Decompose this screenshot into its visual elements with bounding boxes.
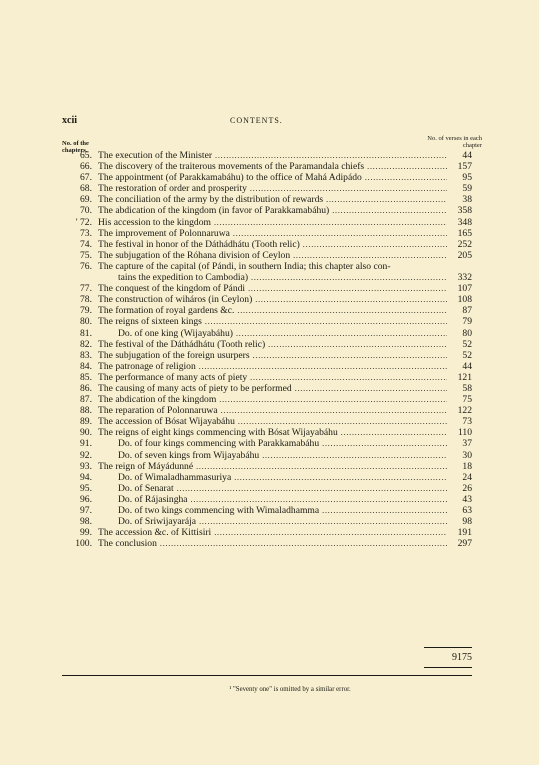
dot-leader bbox=[196, 461, 447, 472]
chapter-number: 81. bbox=[80, 327, 92, 339]
chapter-title-wrap bbox=[98, 161, 450, 172]
chapter-number: 83. bbox=[80, 349, 92, 361]
chapter-number: 84. bbox=[80, 360, 92, 372]
contents-entry bbox=[62, 272, 472, 283]
chapter-title-wrap bbox=[98, 194, 450, 205]
verse-count: 30 bbox=[462, 449, 472, 461]
dot-leader bbox=[341, 427, 447, 438]
contents-entry bbox=[62, 283, 472, 294]
verse-count: 59 bbox=[462, 183, 472, 195]
chapter-number: 82. bbox=[80, 338, 92, 350]
chapter-title-wrap bbox=[98, 538, 450, 549]
verse-count: 80 bbox=[462, 327, 472, 339]
chapter-number: 91. bbox=[80, 438, 92, 450]
chapter-title-wrap bbox=[98, 505, 450, 516]
contents-entry bbox=[62, 372, 472, 383]
dot-leader bbox=[248, 283, 447, 294]
dot-leader bbox=[253, 350, 447, 361]
chapter-number: ' 72. bbox=[75, 216, 92, 228]
running-head: CONTENTS. bbox=[230, 116, 283, 125]
contents-entry bbox=[62, 183, 472, 194]
verse-count: 75 bbox=[462, 394, 472, 406]
contents-entry bbox=[62, 505, 472, 516]
chapter-title-wrap bbox=[98, 172, 450, 183]
contents-entry bbox=[62, 339, 472, 350]
chapter-title: The formation of royal gardens &c. bbox=[98, 305, 235, 317]
chapter-title: The construction of wiháros (in Ceylon) bbox=[98, 294, 253, 306]
page-folio: xcii bbox=[62, 115, 77, 126]
contents-entry bbox=[62, 350, 472, 361]
chapter-number: 70. bbox=[80, 205, 92, 217]
contents-entry bbox=[62, 472, 472, 483]
chapter-title-wrap bbox=[98, 328, 450, 339]
chapter-number: 100. bbox=[75, 538, 92, 550]
contents-entry bbox=[62, 538, 472, 549]
chapter-title-wrap bbox=[98, 316, 450, 327]
contents-entry bbox=[62, 316, 472, 327]
dot-leader bbox=[238, 416, 447, 427]
verse-count: 358 bbox=[457, 205, 472, 217]
chapter-title-wrap bbox=[98, 394, 450, 405]
chapter-title: The restoration of order and prosperity bbox=[98, 183, 247, 195]
verse-count: 252 bbox=[457, 238, 472, 250]
chapter-title: The abdication of the kingdom bbox=[98, 394, 217, 406]
verse-count: 332 bbox=[457, 272, 472, 284]
verse-count: 73 bbox=[462, 416, 472, 428]
contents-entry bbox=[62, 527, 472, 538]
chapter-title: The accession of Bósat Wijayabáhu bbox=[98, 416, 235, 428]
chapter-number: 69. bbox=[80, 194, 92, 206]
chapter-title: The abdication of the kingdom (in favor of Parakkamabáhu) bbox=[98, 205, 330, 217]
footnote: ¹ "Seventy one" is omitted by a similar error. bbox=[229, 686, 351, 693]
chapter-title: The subjugation of the foreign usurpers bbox=[98, 349, 250, 361]
dot-leader bbox=[250, 372, 447, 383]
dot-leader bbox=[234, 472, 447, 483]
verse-count: 43 bbox=[462, 493, 472, 505]
chapter-title: tains the expedition to Cambodia) bbox=[118, 272, 249, 284]
verse-count: 18 bbox=[462, 460, 472, 472]
contents-entry bbox=[62, 416, 472, 427]
contents-entry bbox=[62, 261, 472, 272]
chapter-number: 65. bbox=[80, 150, 92, 161]
dot-leader bbox=[332, 205, 447, 216]
verse-count: 58 bbox=[462, 382, 472, 394]
total-rule-top bbox=[424, 647, 472, 648]
dot-leader bbox=[326, 194, 447, 205]
chapter-title: The subjugation of the Róhana division of Ceylon bbox=[98, 249, 291, 261]
chapter-number: 99. bbox=[80, 527, 92, 539]
chapter-number: 90. bbox=[80, 427, 92, 439]
contents-entry bbox=[62, 150, 472, 161]
verse-count: 121 bbox=[457, 371, 472, 383]
contents-entry bbox=[62, 494, 472, 505]
chapter-title: The reigns of eight kings commencing with Bósat Wijayabáhu bbox=[98, 427, 338, 439]
verse-count: 122 bbox=[457, 405, 472, 417]
contents-list bbox=[62, 150, 472, 549]
verse-count: 37 bbox=[462, 438, 472, 450]
verse-total: 9175 bbox=[452, 652, 472, 663]
chapter-title: The reign of Máyádunné bbox=[98, 460, 194, 472]
chapter-title: Do. of Sriwijayarája bbox=[118, 516, 197, 528]
dot-leader bbox=[219, 394, 447, 405]
chapter-title-wrap bbox=[98, 205, 450, 216]
contents-entry bbox=[62, 228, 472, 239]
chapter-title: The capture of the capital (of Pándi, in southern India; this chapter also con- bbox=[98, 260, 391, 272]
chapter-title-wrap bbox=[98, 183, 450, 194]
dot-leader bbox=[268, 339, 447, 350]
chapter-title-wrap bbox=[98, 150, 450, 161]
dot-leader bbox=[367, 161, 447, 172]
chapter-title-wrap bbox=[98, 450, 450, 461]
chapter-title: Do. of one king (Wijayabáhu) bbox=[118, 327, 233, 339]
chapter-title: The causing of many acts of piety to be performed bbox=[98, 382, 292, 394]
contents-entry bbox=[62, 516, 472, 527]
contents-entry bbox=[62, 405, 472, 416]
total-rule-bottom bbox=[424, 667, 472, 668]
verse-count: 157 bbox=[457, 161, 472, 173]
chapter-title-wrap bbox=[98, 516, 450, 527]
verse-count: 87 bbox=[462, 305, 472, 317]
chapter-title-wrap bbox=[118, 272, 450, 283]
contents-entry bbox=[62, 461, 472, 472]
chapter-title-wrap bbox=[98, 305, 450, 316]
chapter-title-wrap bbox=[98, 405, 450, 416]
chapter-title-wrap bbox=[98, 472, 450, 483]
verse-count: 110 bbox=[457, 427, 472, 439]
chapter-title: The execution of the Minister bbox=[98, 150, 213, 161]
chapter-title: Do. of Rájasingha bbox=[118, 493, 188, 505]
dot-leader bbox=[199, 361, 447, 372]
chapter-title-wrap bbox=[98, 350, 450, 361]
dot-leader bbox=[233, 228, 447, 239]
dot-leader bbox=[365, 172, 447, 183]
chapter-number: 73. bbox=[80, 227, 92, 239]
chapter-title: The appointment (of Parakkamabáhu) to the office of Mahá Adipádo bbox=[98, 172, 362, 184]
dot-leader bbox=[214, 217, 447, 228]
verse-count: 44 bbox=[462, 360, 472, 372]
chapter-title-wrap bbox=[98, 483, 450, 494]
contents-entry bbox=[62, 217, 472, 228]
contents-entry bbox=[62, 394, 472, 405]
dot-leader bbox=[262, 450, 447, 461]
verse-count: 79 bbox=[462, 316, 472, 328]
verses-column-heading: No. of verses in each chapter bbox=[427, 135, 482, 149]
dot-leader bbox=[160, 538, 447, 549]
chapter-number: 78. bbox=[80, 294, 92, 306]
verse-count: 95 bbox=[462, 172, 472, 184]
chapter-title-wrap bbox=[98, 416, 450, 427]
chapter-number: 97. bbox=[80, 505, 92, 516]
verse-count: 24 bbox=[462, 471, 472, 483]
dot-leader bbox=[322, 505, 447, 516]
chapter-title: The reigns of sixteen kings bbox=[98, 316, 202, 328]
chapter-number: 87. bbox=[80, 394, 92, 406]
dot-leader bbox=[214, 527, 447, 538]
chapter-title: His accession to the kingdom bbox=[98, 216, 211, 228]
chapter-title-wrap bbox=[98, 372, 450, 383]
contents-entry bbox=[62, 294, 472, 305]
chapter-title-wrap bbox=[98, 461, 450, 472]
dot-leader bbox=[191, 494, 447, 505]
chapter-title: The conclusion bbox=[98, 538, 157, 550]
dot-leader bbox=[303, 239, 447, 250]
chapter-title-wrap bbox=[98, 228, 450, 239]
dot-leader bbox=[237, 305, 447, 316]
chapter-number: 80. bbox=[80, 316, 92, 328]
chapter-title-wrap bbox=[98, 239, 450, 250]
chapter-title-wrap bbox=[98, 283, 450, 294]
contents-entry bbox=[62, 361, 472, 372]
verse-count: 52 bbox=[462, 349, 472, 361]
dot-leader bbox=[293, 250, 447, 261]
contents-entry bbox=[62, 438, 472, 449]
dot-leader bbox=[177, 483, 447, 494]
verse-count: 26 bbox=[462, 482, 472, 494]
verse-count: 38 bbox=[462, 194, 472, 206]
contents-entry bbox=[62, 205, 472, 216]
chapter-title-wrap bbox=[98, 438, 450, 449]
verse-count: 63 bbox=[462, 505, 472, 516]
chapter-title: The conciliation of the army by the distribution of rewards bbox=[98, 194, 324, 206]
contents-entry bbox=[62, 250, 472, 261]
dot-leader bbox=[250, 183, 447, 194]
chapter-title: Do. of two kings commencing with Wimaladhamma bbox=[118, 505, 320, 516]
contents-entry bbox=[62, 328, 472, 339]
verse-count: 165 bbox=[457, 227, 472, 239]
dot-leader bbox=[221, 405, 447, 416]
chapter-title: Do. of four kings commencing with Parakkamabáhu bbox=[118, 438, 320, 450]
chapter-title-wrap bbox=[98, 294, 450, 305]
chapter-number: 92. bbox=[80, 449, 92, 461]
verse-count: 107 bbox=[457, 283, 472, 295]
chapter-number: 76. bbox=[80, 260, 92, 272]
chapter-title: The patronage of religion bbox=[98, 360, 196, 372]
chapter-number: 98. bbox=[80, 516, 92, 528]
dot-leader bbox=[255, 294, 447, 305]
chapter-title-wrap bbox=[98, 261, 450, 272]
verse-count: 348 bbox=[457, 216, 472, 228]
footnote-rule bbox=[62, 675, 472, 676]
dot-leader bbox=[215, 150, 447, 161]
chapter-number: 68. bbox=[80, 183, 92, 195]
chapter-title-wrap bbox=[98, 250, 450, 261]
contents-entry bbox=[62, 194, 472, 205]
chapter-column-heading: No. of the chapters. bbox=[62, 140, 89, 154]
chapter-number: 66. bbox=[80, 161, 92, 173]
chapter-title: Do. of Wimaladhammasuriya bbox=[118, 471, 232, 483]
chapter-number: 79. bbox=[80, 305, 92, 317]
chapter-title: The accession &c. of Kittisiri bbox=[98, 527, 212, 539]
verse-count: 108 bbox=[457, 294, 472, 306]
contents-entry bbox=[62, 427, 472, 438]
chapter-number: 95. bbox=[80, 482, 92, 494]
verse-count: 52 bbox=[462, 338, 472, 350]
chapter-number: 86. bbox=[80, 382, 92, 394]
chapter-title-wrap bbox=[98, 361, 450, 372]
chapter-title-wrap bbox=[98, 527, 450, 538]
verse-count: 98 bbox=[462, 516, 472, 528]
chapter-number: 94. bbox=[80, 471, 92, 483]
chapter-number: 88. bbox=[80, 405, 92, 417]
contents-entry bbox=[62, 450, 472, 461]
verse-count: 191 bbox=[457, 527, 472, 539]
chapter-title: The improvement of Polonnaruwa bbox=[98, 227, 230, 239]
chapter-number: 85. bbox=[80, 371, 92, 383]
chapter-title: The performance of many acts of piety bbox=[98, 371, 248, 383]
dot-leader bbox=[205, 316, 447, 327]
chapter-title: The discovery of the traiterous movements of the Paramandala chiefs bbox=[98, 161, 365, 173]
chapter-title-wrap bbox=[98, 427, 450, 438]
chapter-title-wrap bbox=[98, 494, 450, 505]
contents-entry bbox=[62, 483, 472, 494]
chapter-title-wrap bbox=[98, 339, 450, 350]
dot-leader bbox=[236, 328, 447, 339]
chapter-title-wrap bbox=[98, 383, 450, 394]
chapter-number: 89. bbox=[80, 416, 92, 428]
contents-entry bbox=[62, 383, 472, 394]
dot-leader bbox=[251, 272, 447, 283]
chapter-number: 74. bbox=[80, 238, 92, 250]
chapter-title: The festival in honor of the Dáthádhátu (Tooth relic) bbox=[98, 238, 300, 250]
chapter-title: The festival of the Dáthádhátu (Tooth relic) bbox=[98, 338, 266, 350]
contents-entry bbox=[62, 305, 472, 316]
chapter-title: The conquest of the kingdom of Pándi bbox=[98, 283, 246, 295]
chapter-title: Do. of Senarat bbox=[118, 482, 174, 494]
chapter-title: Do. of seven kings from Wijayabáhu bbox=[118, 449, 260, 461]
verse-count: 297 bbox=[457, 538, 472, 550]
chapter-number: 77. bbox=[80, 283, 92, 295]
chapter-title-wrap bbox=[98, 217, 450, 228]
dot-leader bbox=[199, 516, 447, 527]
contents-entry bbox=[62, 239, 472, 250]
dot-leader bbox=[322, 438, 447, 449]
chapter-title: The reparation of Polonnaruwa bbox=[98, 405, 218, 417]
dot-leader bbox=[295, 383, 447, 394]
chapter-number: 67. bbox=[80, 172, 92, 184]
verse-count: 44 bbox=[462, 150, 472, 161]
chapter-number: 96. bbox=[80, 493, 92, 505]
contents-entry bbox=[62, 172, 472, 183]
chapter-number: 75. bbox=[80, 249, 92, 261]
chapter-number: 93. bbox=[80, 460, 92, 472]
verse-count: 205 bbox=[457, 249, 472, 261]
contents-entry bbox=[62, 161, 472, 172]
